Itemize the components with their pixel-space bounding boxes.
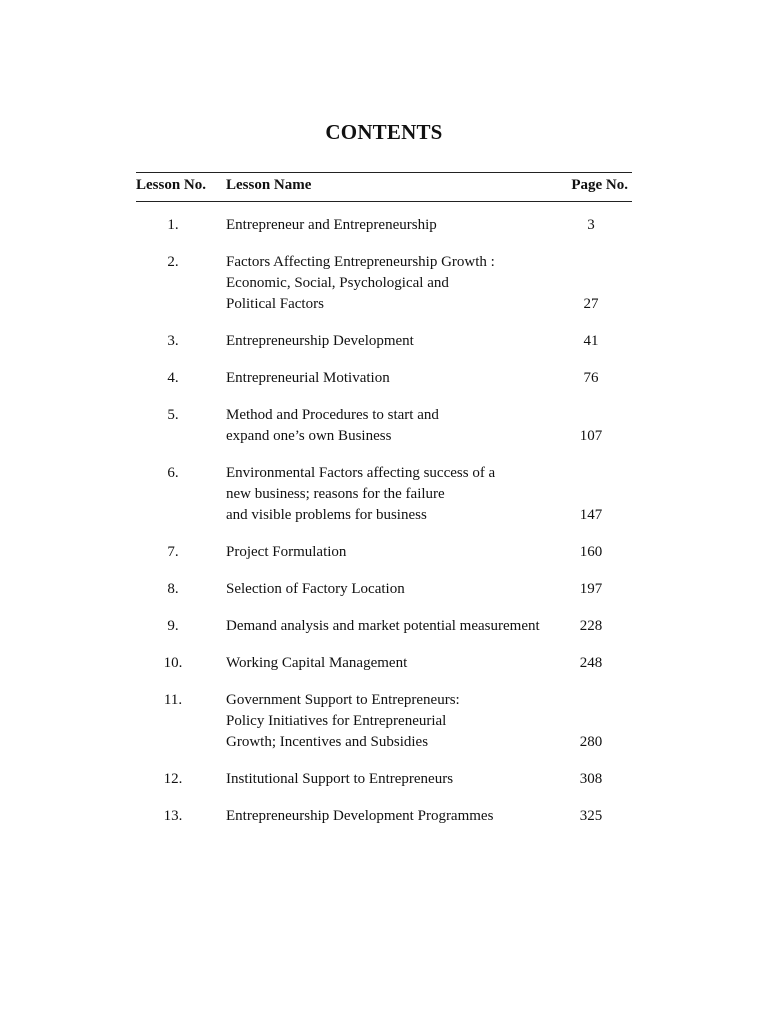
lesson-name-line: Political Factors	[226, 296, 324, 312]
lesson-page-number: 160	[579, 544, 603, 560]
lesson-name	[226, 769, 571, 790]
lesson-name-line: Growth; Incentives and Subsidies	[226, 734, 429, 750]
lesson-name	[226, 806, 571, 827]
lesson-number: 11.	[163, 692, 183, 708]
table-row	[136, 542, 632, 563]
lesson-name-line: new business; reasons for the failure	[226, 486, 445, 502]
lesson-name-line: Entrepreneurship Development	[226, 333, 414, 349]
lesson-page-number: 27	[583, 296, 599, 312]
lesson-page-number: 107	[579, 428, 603, 444]
lesson-page-number: 325	[579, 808, 603, 824]
lesson-name	[226, 252, 571, 315]
header-lesson-name: Lesson Name	[226, 177, 312, 193]
lesson-number: 10.	[163, 655, 183, 671]
lesson-page-number: 41	[583, 333, 599, 349]
lesson-number: 13.	[163, 808, 183, 824]
lesson-page-number: 308	[579, 771, 603, 787]
lesson-name-line: Selection of Factory Location	[226, 581, 405, 597]
lesson-list	[136, 215, 632, 827]
lesson-name	[226, 653, 571, 674]
lesson-page-number: 197	[579, 581, 603, 597]
lesson-page-number: 3	[587, 217, 595, 233]
lesson-name-line: Demand analysis and market potential measurement	[226, 618, 540, 634]
lesson-page-number: 147	[579, 507, 603, 523]
lesson-name	[226, 368, 571, 389]
lesson-name-line: Working Capital Management	[226, 655, 408, 671]
contents-table	[136, 172, 632, 843]
page-title: CONTENTS	[325, 120, 443, 144]
header-rule	[136, 201, 632, 202]
table-row	[136, 653, 632, 674]
lesson-name-line: Project Formulation	[226, 544, 347, 560]
lesson-page-number: 228	[579, 618, 603, 634]
lesson-name	[226, 215, 571, 236]
lesson-number: 1.	[167, 217, 179, 233]
lesson-name	[226, 405, 571, 447]
lesson-number: 4.	[167, 370, 179, 386]
lesson-name	[226, 616, 571, 637]
lesson-number: 3.	[167, 333, 179, 349]
lesson-number: 2.	[167, 254, 179, 270]
lesson-name-line: Factors Affecting Entrepreneurship Growth :	[226, 254, 495, 270]
lesson-number: 5.	[167, 407, 179, 423]
table-row	[136, 252, 632, 315]
lesson-name-line: Environmental Factors affecting success of a	[226, 465, 496, 481]
lesson-name-line: and visible problems for business	[226, 507, 427, 523]
lesson-name-line: expand one’s own Business	[226, 428, 392, 444]
lesson-name-line: Entrepreneur and Entrepreneurship	[226, 217, 437, 233]
lesson-number: 7.	[167, 544, 179, 560]
table-row	[136, 215, 632, 236]
table-row	[136, 331, 632, 352]
header-page-no: Page No.	[571, 177, 628, 193]
lesson-name-line: Method and Procedures to start and	[226, 407, 439, 423]
table-row	[136, 368, 632, 389]
lesson-name-line: Entrepreneurship Development Programmes	[226, 808, 494, 824]
lesson-name-line: Economic, Social, Psychological and	[226, 275, 449, 291]
lesson-name-line: Government Support to Entrepreneurs:	[226, 692, 460, 708]
lesson-name	[226, 579, 571, 600]
table-row	[136, 463, 632, 526]
lesson-number: 8.	[167, 581, 179, 597]
lesson-page-number: 76	[583, 370, 599, 386]
lesson-name	[226, 690, 571, 753]
lesson-number: 12.	[163, 771, 183, 787]
lesson-page-number: 280	[579, 734, 603, 750]
table-row	[136, 405, 632, 447]
table-row	[136, 769, 632, 790]
lesson-page-number: 248	[579, 655, 603, 671]
lesson-name-line: Institutional Support to Entrepreneurs	[226, 771, 454, 787]
table-row	[136, 690, 632, 753]
lesson-name	[226, 331, 571, 352]
table-row	[136, 579, 632, 600]
lesson-name-line: Entrepreneurial Motivation	[226, 370, 390, 386]
lesson-number: 9.	[167, 618, 179, 634]
header-lesson-no: Lesson No.	[136, 177, 207, 193]
lesson-number: 6.	[167, 465, 179, 481]
table-row	[136, 616, 632, 637]
table-header	[136, 173, 632, 201]
lesson-name-line: Policy Initiatives for Entrepreneurial	[226, 713, 447, 729]
table-row	[136, 806, 632, 827]
lesson-name	[226, 542, 571, 563]
lesson-name	[226, 463, 571, 526]
